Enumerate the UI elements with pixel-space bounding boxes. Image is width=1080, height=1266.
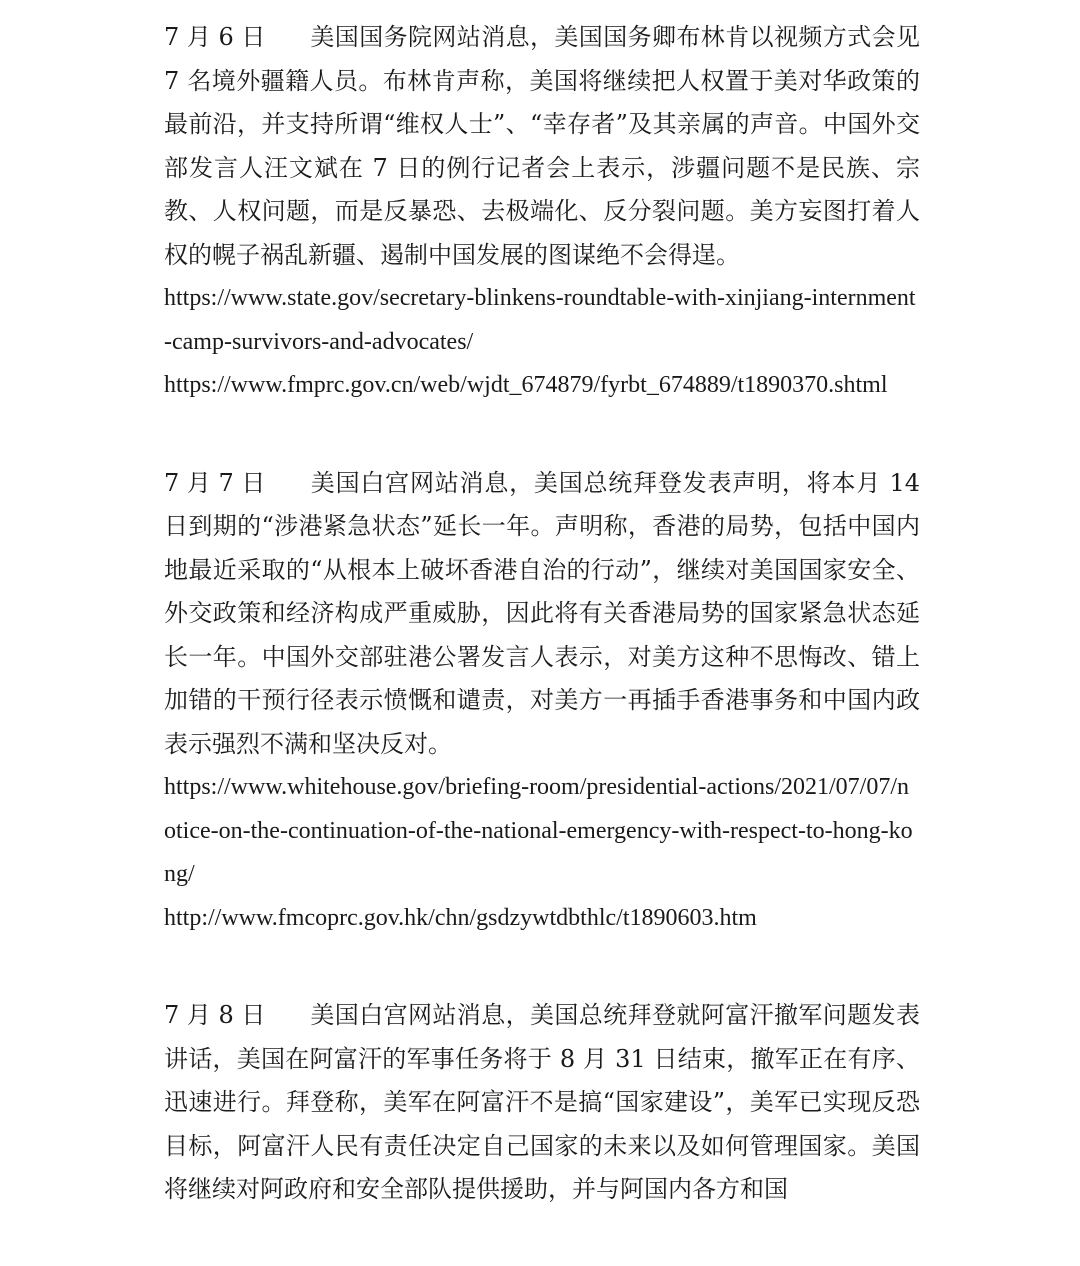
entry-date: 7 月 7 日	[164, 468, 266, 497]
entry-paragraph	[164, 994, 920, 1212]
source-link[interactable]: https://www.whitehouse.gov/briefing-room/presidential-actions/2021/07/07/notice-on-the-continuation-of-the-national-emergency-with-respect-to-hong-kong/	[164, 774, 913, 887]
source-link[interactable]: https://www.state.gov/secretary-blinkens-roundtable-with-xinjiang-internment-camp-survivors-and-advocates/	[164, 285, 916, 355]
entry-paragraph	[164, 462, 920, 767]
entry-body: 美国白宫网站消息，美国总统拜登就阿富汗撤军问题发表讲话，美国在阿富汗的军事任务将于 8 月 31 日结束，撤军正在有序、迅速进行。拜登称，美军在阿富汗不是搞“国家建设”，美军已实现反恐目标，阿富汗人民有责任决定自己国家的未来以及如何管理国家。美国将继续对阿政府和安全部队提供援助，并与阿国内各方和国	[164, 1001, 920, 1203]
source-link[interactable]: http://www.fmcoprc.gov.hk/chn/gsdzywtdbthlc/t1890603.htm	[164, 904, 757, 931]
entry-july-7	[164, 462, 920, 941]
source-link[interactable]: https://www.fmprc.gov.cn/web/wjdt_674879/fyrbt_674889/t1890370.shtml	[164, 372, 888, 398]
entry-body: 美国白宫网站消息，美国总统拜登发表声明，将本月 14 日到期的“涉港紧急状态”延长一年。声明称，香港的局势，包括中国内地最近采取的“从根本上破坏香港自治的行动”，继续对美国国家安全、外交政策和经济构成严重威胁，因此将有关香港局势的国家紧急状态延长一年。中国外交部驻港公署发言人表示，对美方这种不思悔改、错上加错的干预行径表示愤慨和谴责，对美方一再插手香港事务和中国内政表示强烈不满和坚决反对。	[164, 468, 920, 758]
entry-july-6	[164, 16, 920, 408]
document-page	[164, 16, 920, 1266]
entry-paragraph	[164, 16, 920, 277]
entry-date: 7 月 6 日	[164, 23, 266, 51]
entry-date: 7 月 8 日	[164, 1001, 266, 1029]
entry-july-8	[164, 994, 920, 1212]
entry-body: 美国国务院网站消息，美国国务卿布林肯以视频方式会见 7 名境外疆籍人员。布林肯声称，美国将继续把人权置于美对华政策的最前沿，并支持所谓“维权人士”、“幸存者”及其亲属的声音。中国外交部发言人汪文斌在 7 日的例行记者会上表示，涉疆问题不是民族、宗教、人权问题，而是反暴恐、去极端化、反分裂问题。美方妄图打着人权的幌子祸乱新疆、遏制中国发展的图谋绝不会得逞。	[164, 23, 920, 269]
